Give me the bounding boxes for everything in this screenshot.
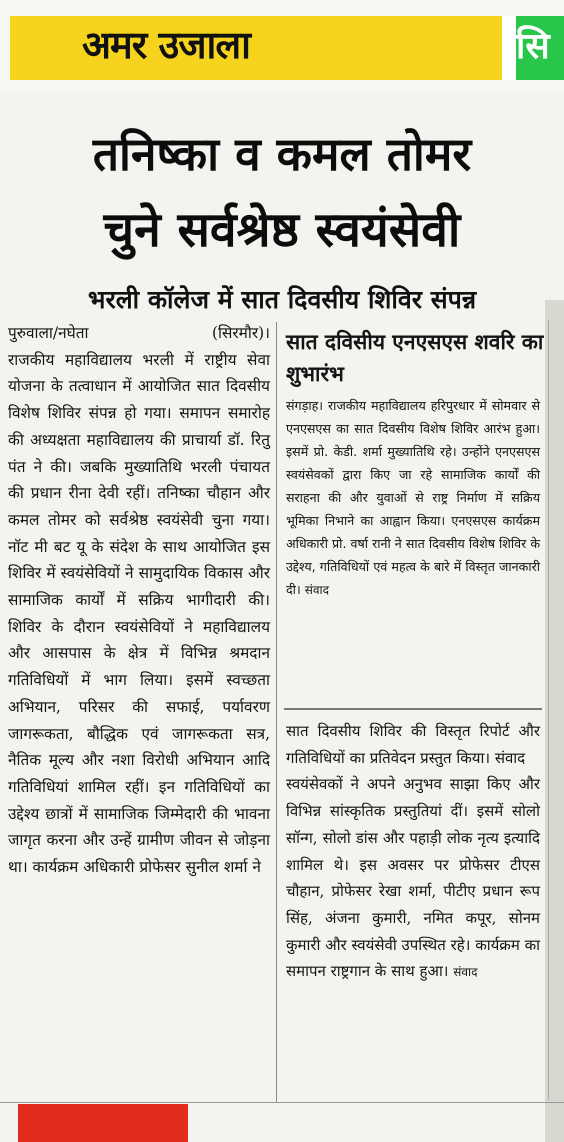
dateline-place: पुरुवाला/नघेता (8, 324, 89, 342)
column-divider (276, 322, 277, 1102)
bottom-red-bar (18, 1104, 188, 1142)
dateline (8, 320, 270, 347)
right-para-1-credit: संवाद (494, 748, 526, 767)
headline-line-2: चुने सर्वश्रेष्ठ स्वयंसेवी (103, 202, 461, 258)
box-article-headline: सात दविसीय एनएसएस शवरि का शुभारंभ (286, 330, 544, 386)
headline-line-1: तनिष्का व कमल तोमर (92, 127, 472, 181)
side-banner (502, 16, 564, 80)
dateline-district: (सिरमौर)। (211, 324, 270, 342)
bottom-rule (0, 1102, 564, 1103)
box-article-credit: संवाद (304, 583, 330, 597)
box-article-body (286, 394, 540, 602)
right-article-para-1 (286, 718, 540, 771)
masthead (0, 0, 564, 92)
right-article-para-2 (286, 771, 540, 986)
left-article (8, 320, 270, 881)
newspaper-logo-banner (10, 16, 502, 80)
right-para-2-text: स्वयंसेवकों ने अपने अनुभव साझा किए और विभिन्न सांस्कृतिक प्रस्तुतियां दीं। इसमें सोलो सॉन्ग, सोलो डांस और पहाड़ी लोक नृत्य इत्यादि शामिल थे। इस अवसर पर प्रोफेसर टीएस चौहान, प्रोफेसर रेखा शर्मा, पीटीए प्रधान रूप सिंह, अंजना कुमारी, नमित कपूर, सोनम कुमारी और स्वयंसेवी उपस्थित रहे। कार्यक्रम का समापन राष्ट्रगान के साथ हुआ। (286, 775, 540, 981)
side-banner-text: सि (516, 26, 550, 67)
newspaper-logo: अमर उजाला (82, 23, 250, 67)
box-article-rule (284, 708, 542, 710)
subheadline: भरली कॉलेज में सात दिवसीय शिविर संपन्न (87, 285, 477, 314)
adjacent-page-rule (548, 320, 549, 1100)
right-para-1-text: सात दिवसीय शिविर की विस्तृत रिपोर्ट और गतिविधियों का प्रतिवेदन प्रस्तुत किया। (286, 722, 540, 767)
right-article (286, 718, 540, 986)
box-article-text: संगड़ाह। राजकीय महाविद्यालय हरिपुरधार में सोमवार से एनएसएस का सात दिवसीय विशेष शिविर आरंभ हुआ। इसमें प्रो. केडी. शर्मा मुख्यातिथि रहे। उन्होंने एनएसएस स्वयंसेवकों द्वारा किए जा रहे सामाजिक कार्यों की सराहना की और युवाओं से राष्ट्र निर्माण में सक्रिय भूमिका निभाने का आह्वान किया। एनएसएस कार्यक्रम अधिकारी प्रो. वर्षा रानी ने सात दिवसीय विशेष शिविर के उद्देश्य, गतिविधियों एवं महत्व के बारे में विस्तृत जानकारी दी। (286, 398, 540, 597)
left-article-body: राजकीय महाविद्यालय भरली में राष्ट्रीय सेवा योजना के तत्वाधान में आयोजित सात दिवसीय विशेष शिविर संपन्न हो गया। समापन समारोह की अध्यक्षता महाविद्यालय की प्राचार्या डॉ. रितु पंत ने की। जबकि मुख्यातिथि भरली पंचायत की प्रधान रीना देवी रहीं। तनिष्का चौहान और कमल तोमर को सर्वश्रेष्ठ स्वयंसेवी चुना गया। नॉट मी बट यू के संदेश के साथ आयोजित इस शिविर में स्वयंसेवियों ने सामुदायिक विकास और सामाजिक कार्यों में सक्रिय भागीदारी की। शिविर के दौरान स्वयंसेवियों ने महाविद्यालय और आसपास के क्षेत्र में विभिन्न श्रमदान गतिविधियों में भाग लिया। इसमें स्वच्छता अभियान, परिसर की सफाई, पर्यावरण जागरूकता, बौद्धिक एवं जागरूकता सत्र, नैतिक मूल्य और नशा विरोधी अभियान आदि गतिविधियां शामिल रहीं। इन गतिविधियों का उद्देश्य छात्रों में सामाजिक जिम्मेदारी की भावना जागृत करना और उन्हें ग्रामीण जीवन से जोड़ना था। कार्यक्रम अधिकारी प्रोफेसर सुनील शर्मा ने (8, 350, 270, 877)
right-para-2-credit: संवाद (453, 965, 478, 980)
